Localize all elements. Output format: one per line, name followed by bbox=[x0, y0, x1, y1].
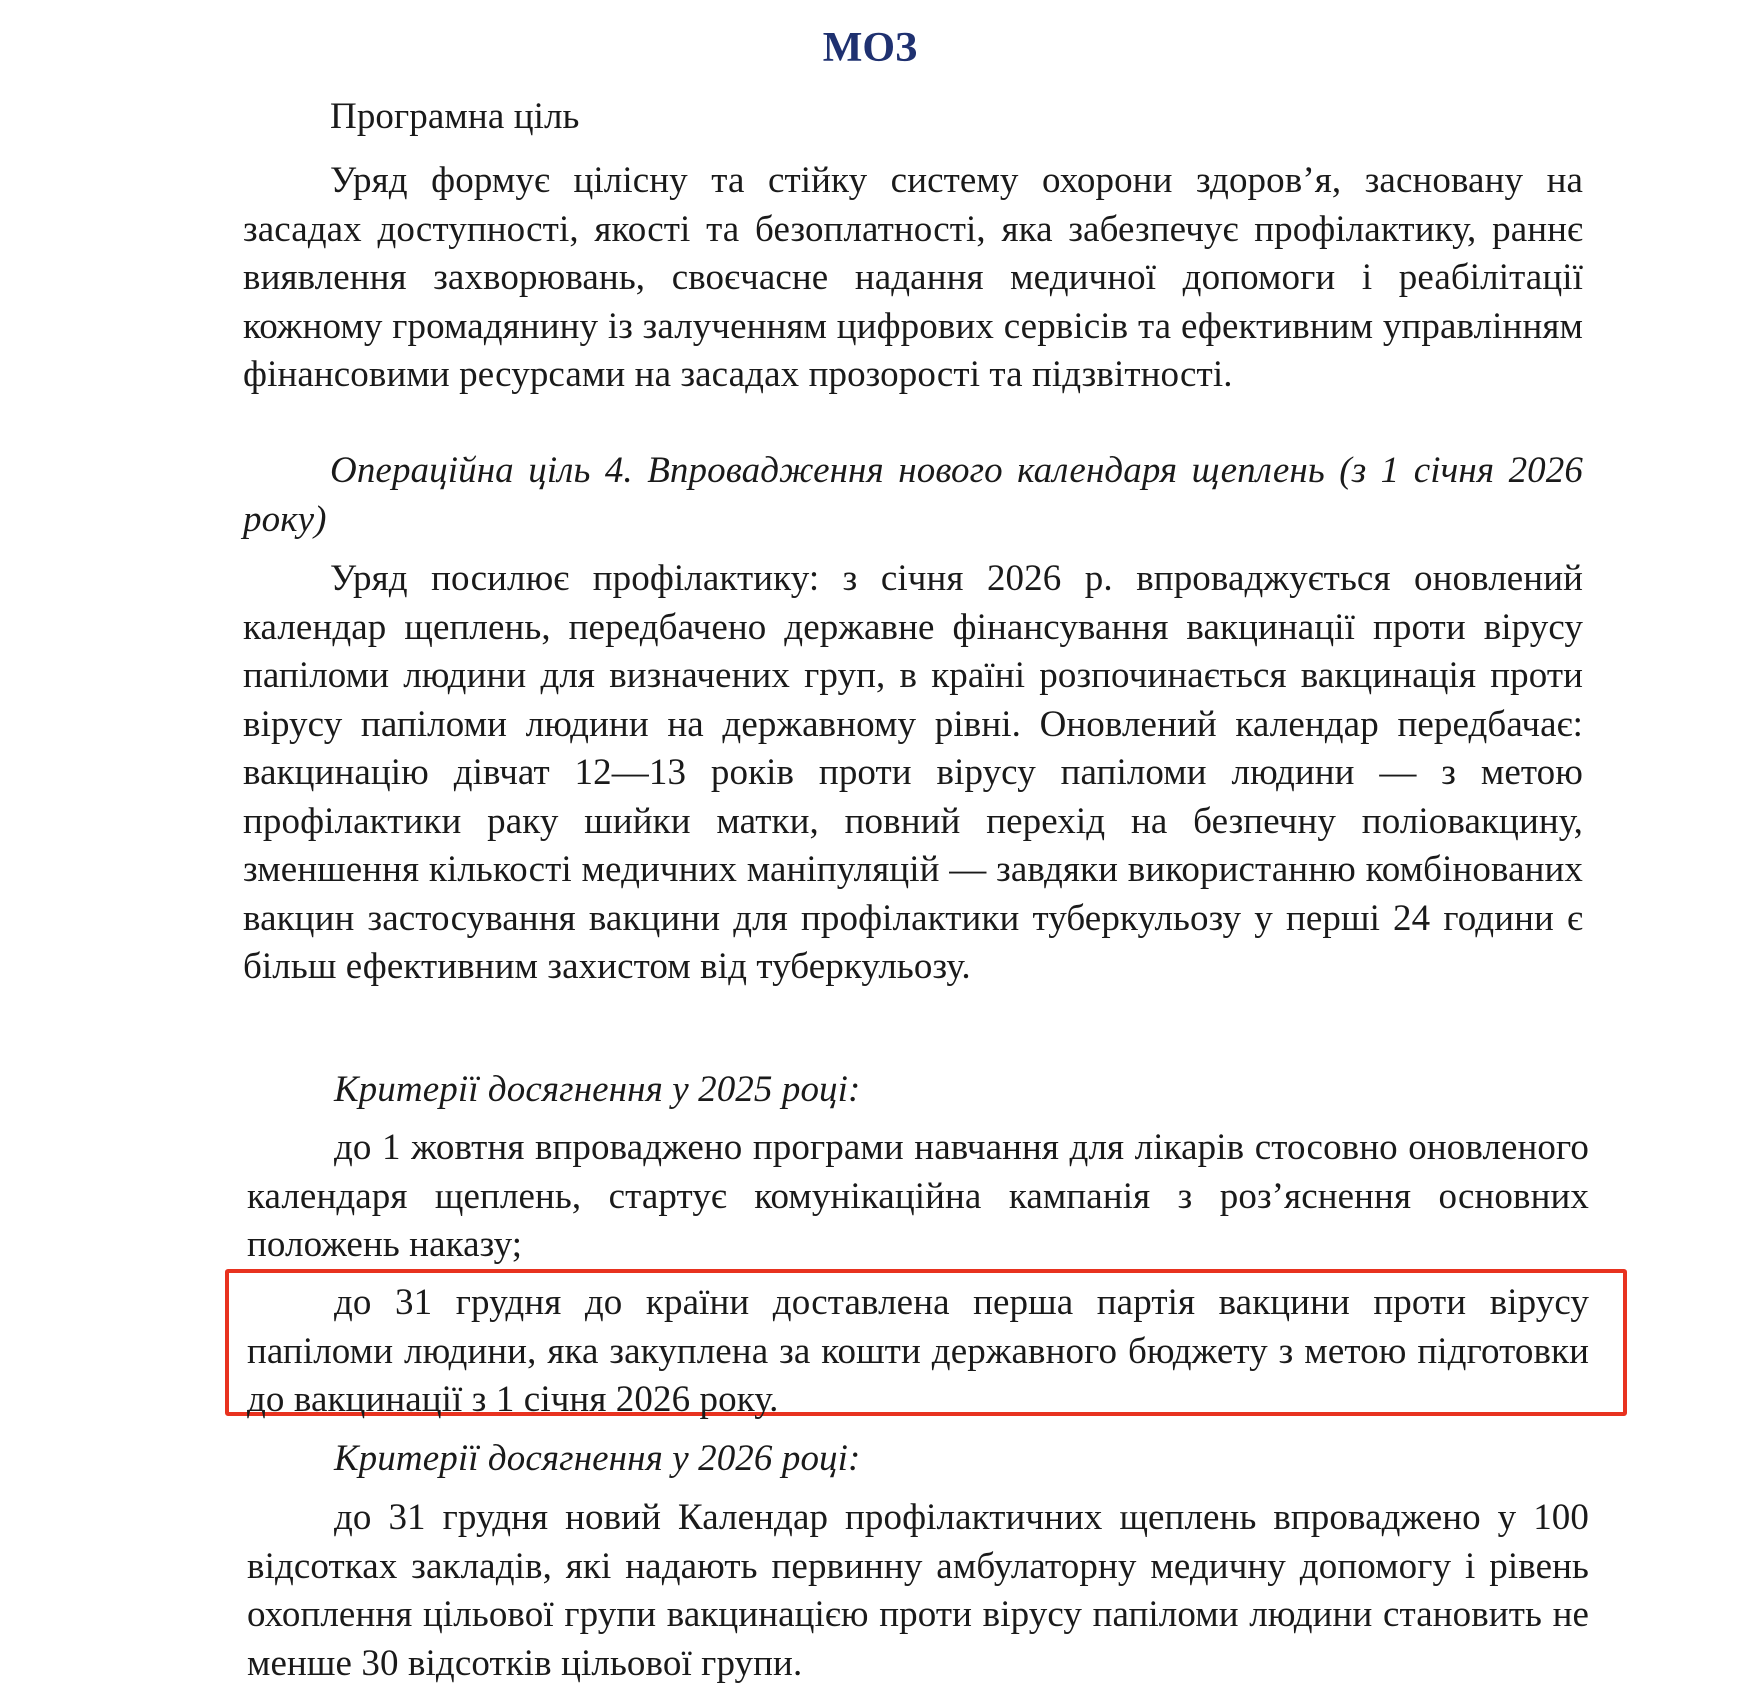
criteria-2025-item-2: до 31 грудня до країни доставлена перша партія вакцини проти вірусу папіломи людини, яка закуплена за кошти державного бюджету з метою підготовки до вакцинації з 1 січня 2026 року. bbox=[247, 1282, 1589, 1420]
criteria-2026-heading: Критерії досягнення у 2026 році: bbox=[334, 1438, 861, 1479]
program-goal-text: Уряд формує цілісну та стійку систему охорони здоров’я, засновану на засадах доступності, якості та безоплатності, яка забезпечує профілактику, раннє виявлення захворювань, своєчасне надання медичної допомоги і реабілітації кожному громадянину із залученням цифрових сервісів та ефективним управлінням фінансовими ресурсами на засадах прозорості та підзвітності. bbox=[243, 160, 1583, 395]
operational-goal-heading: Операційна ціль 4. Впровадження нового календаря щеплень (з 1 січня 2026 року) bbox=[243, 450, 1583, 540]
criteria-2025-item-1: до 1 жовтня впроваджено програми навчання для лікарів стосовно оновленого календаря щеплень, стартує комунікаційна кампанія з роз’яснення основних положень наказу; bbox=[247, 1127, 1589, 1265]
criteria-2025-heading: Критерії досягнення у 2025 році: bbox=[334, 1069, 861, 1110]
criteria-2026-item-1: до 31 грудня новий Календар профілактичних щеплень впроваджено у 100 відсотках закладів, які надають первинну амбулаторну медичну допомогу і рівень охоплення цільової групи вакцинацією проти вірусу папіломи людини становить не менше 30 відсотків цільової групи. bbox=[247, 1497, 1589, 1684]
page-title: МОЗ bbox=[822, 25, 918, 71]
operational-goal-text: Уряд посилює профілактику: з січня 2026 р. впроваджується оновлений календар щеплень, передбачено державне фінансування вакцинації проти вірусу папіломи людини для визначених груп, в країні розпочинається вакцинація проти вірусу папіломи людини на державному рівні. Оновлений календар передбачає: вакцинацію дівчат 12—13 років проти вірусу папіломи людини — з метою профілактики раку шийки матки, повний перехід на безпечну поліовакцину, зменшення кількості медичних маніпуляцій — завдяки використанню комбінованих вакцин застосування вакцини для профілактики туберкульозу у перші 24 години є більш ефективним захистом від туберкульозу. bbox=[243, 558, 1583, 987]
program-goal-heading: Програмна ціль bbox=[330, 96, 580, 137]
